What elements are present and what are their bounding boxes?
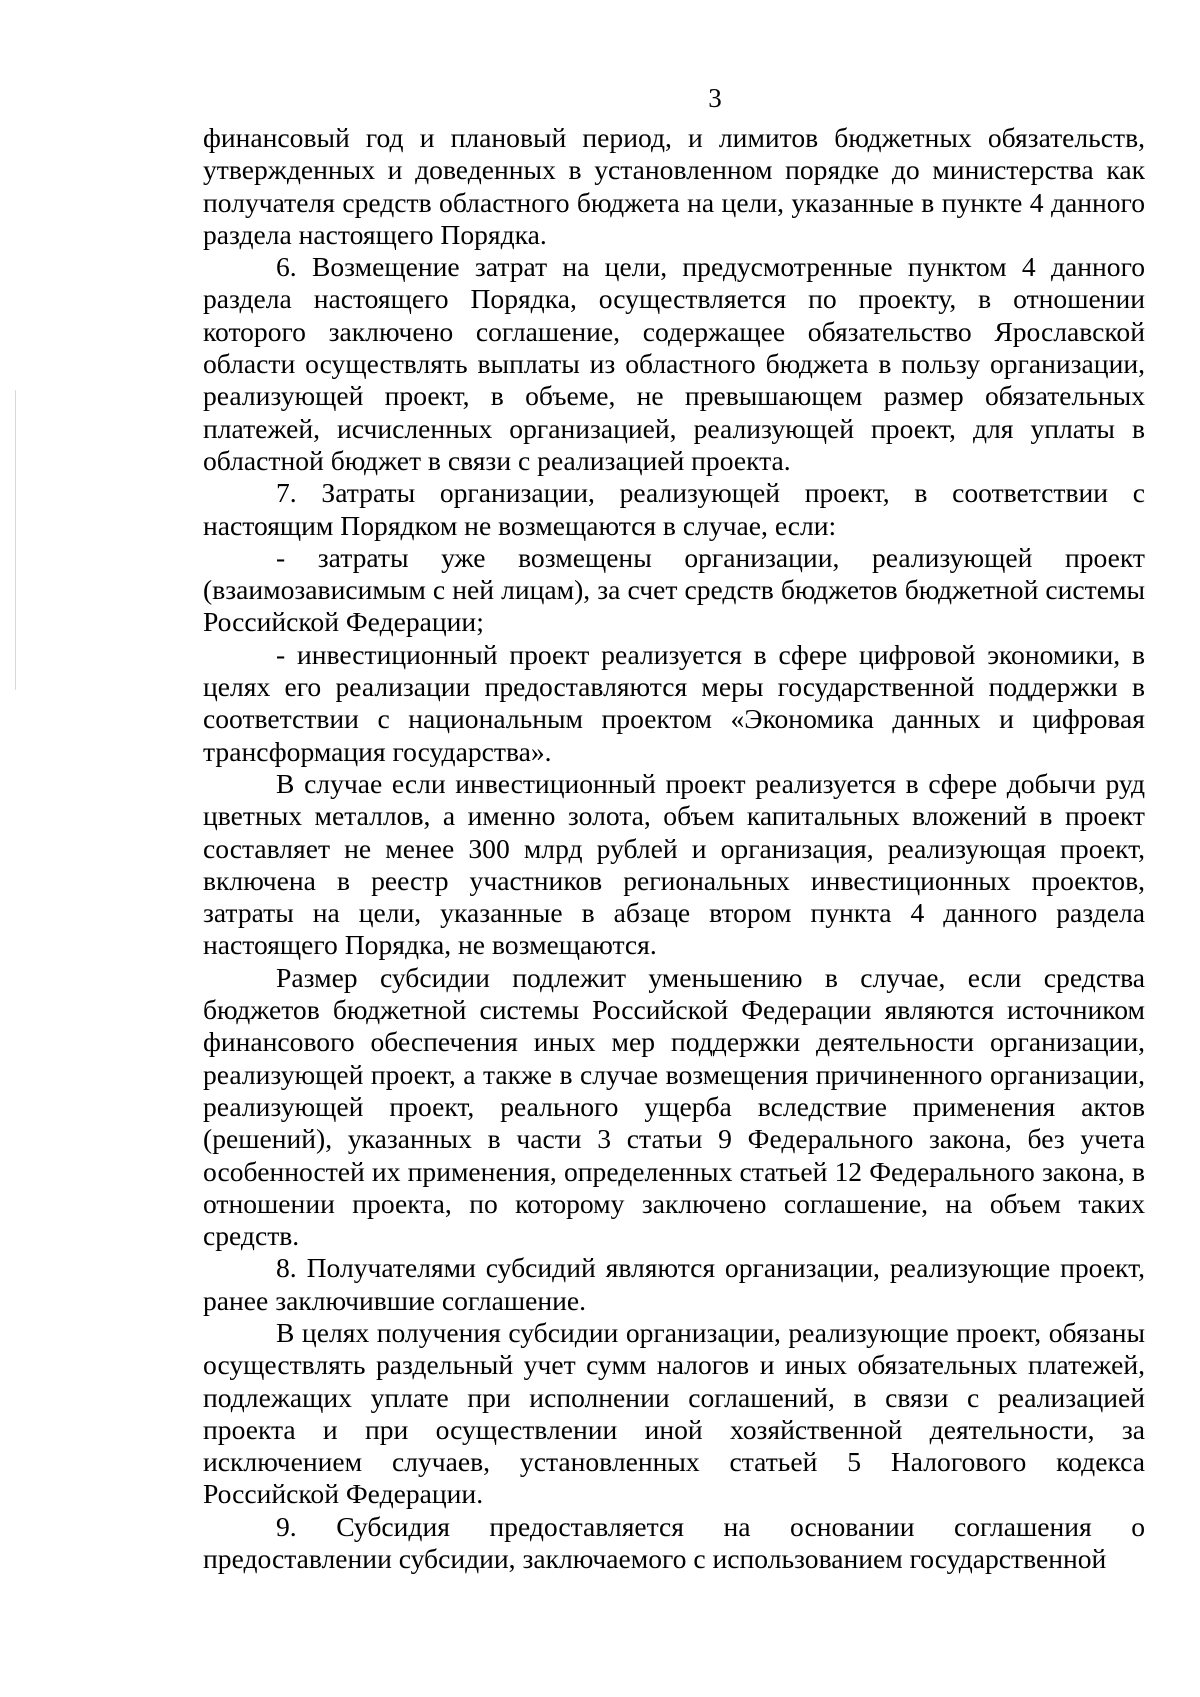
paragraph-item-6: 6. Возмещение затрат на цели, предусмотренные пунктом 4 данного раздела настоящего Порядка, осуществляется по проекту, в отношении которого заключено соглашение, содержащее обязательство Ярославской области осуществлять выплаты из областного бюджета в пользу организации, реализующей проект, в объеме, не превышающем размер обязательных платежей, исчисленных организацией, реализующей проект, для уплаты в областной бюджет в связи с реализацией проекта. [203,251,1145,476]
paragraph-bullet-2: - инвестиционный проект реализуется в сфере цифровой экономики, в целях его реализации предоставляются меры государственной поддержки в соответствии с национальным проектом «Экономика данных и цифровая трансформация государства». [203,638,1145,767]
paragraph-item-9: 9. Субсидия предоставляется на основании соглашения о предоставлении субсидии, заключаемого с использованием государственной [203,1510,1145,1575]
paragraph-item-7: 7. Затраты организации, реализующей проект, в соответствии с настоящим Порядком не возмещаются в случае, если: [203,477,1145,541]
scan-edge-line [15,390,16,690]
page-number: 3 [708,83,722,113]
paragraph-item-8: 8. Получателями субсидий являются организации, реализующие проект, ранее заключившие соглашение. [203,1252,1145,1316]
paragraph-subsidy-reduction: Размер субсидии подлежит уменьшению в случае, если средства бюджетов бюджетной системы Российской Федерации являются источником финансового обеспечения иных мер поддержки деятельности организации, реализующей проект, а также в случае возмещения причиненного организации, реализующей проект, реального ущерба вследствие применения актов (решений), указанных в части 3 статьи 9 Федерального закона, без учета особенностей их применения, определенных статьей 12 Федерального закона, в отношении проекта, по которому заключено соглашение, на объем таких средств. [203,961,1145,1252]
document-body [203,122,1145,1575]
paragraph-continuation: финансовый год и плановый период, и лимитов бюджетных обязательств, утвержденных и доведенных в установленном порядке до министерства как получателя средств областного бюджета на цели, указанные в пункте 4 данного раздела настоящего Порядка. [203,122,1145,250]
paragraph-bullet-1: - затраты уже возмещены организации, реализующей проект (взаимозависимым с ней лицам), за счет средств бюджетов бюджетной системы Российской Федерации; [203,541,1145,638]
paragraph-separate-accounting: В целях получения субсидии организации, реализующие проект, обязаны осуществлять раздельный учет сумм налогов и иных обязательных платежей, подлежащих уплате при исполнении соглашений, в связи с реализацией проекта и при осуществлении иной хозяйственной деятельности, за исключением случаев, установленных статьей 5 Налогового кодекса Российской Федерации. [203,1316,1145,1510]
paragraph-gold-exception: В случае если инвестиционный проект реализуется в сфере добычи руд цветных металлов, а именно золота, объем капитальных вложений в проект составляет не менее 300 млрд рублей и организация, реализующая проект, включена в реестр участников региональных инвестиционных проектов, затраты на цели, указанные в абзаце втором пункта 4 данного раздела настоящего Порядка, не возмещаются. [203,767,1145,961]
